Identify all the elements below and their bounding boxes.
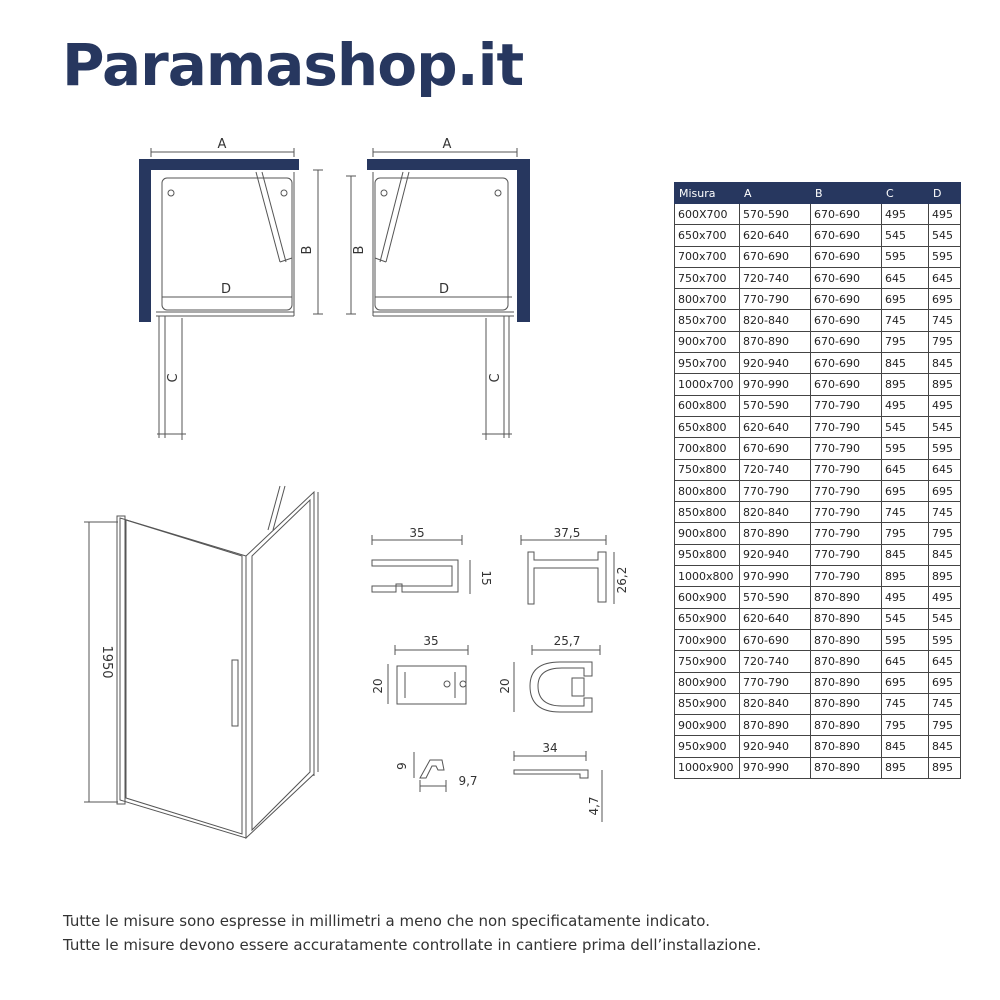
table-row: [675, 672, 961, 693]
table-row: [675, 246, 961, 267]
table-cell: 870-890: [740, 331, 811, 352]
plan-right-label-c: C: [488, 373, 503, 383]
table-cell: 845: [882, 736, 929, 757]
plan-right-label-a: A: [442, 137, 452, 152]
table-cell: 495: [929, 204, 961, 225]
plan-left-label-d: D: [220, 282, 232, 297]
table-row: [675, 416, 961, 437]
table-cell: 595: [882, 629, 929, 650]
table-cell: 770-790: [811, 480, 882, 501]
table-cell: 700x900: [675, 629, 740, 650]
table-cell: 770-790: [811, 459, 882, 480]
table-cell: 645: [882, 267, 929, 288]
plan-right-label-d: D: [438, 282, 450, 297]
table-cell: 970-990: [740, 757, 811, 778]
table-row: [675, 204, 961, 225]
header-c: C: [882, 183, 929, 204]
table-cell: 970-990: [740, 566, 811, 587]
table-cell: 695: [882, 480, 929, 501]
table-cell: 900x900: [675, 715, 740, 736]
header-misura: Misura: [675, 183, 740, 204]
table-cell: 720-740: [740, 267, 811, 288]
table-cell: 670-690: [811, 267, 882, 288]
table-cell: 870-890: [740, 523, 811, 544]
table-cell: 845: [882, 353, 929, 374]
profile-6-height: 4,7: [587, 796, 601, 816]
table-cell: 870-890: [811, 736, 882, 757]
table-cell: 870-890: [811, 693, 882, 714]
table-cell: 870-890: [740, 715, 811, 736]
table-row: [675, 225, 961, 246]
table-row: [675, 587, 961, 608]
table-cell: 800x700: [675, 289, 740, 310]
wall-top: [139, 159, 299, 170]
table-row: [675, 289, 961, 310]
table-cell: 750x800: [675, 459, 740, 480]
table-cell: 845: [929, 353, 961, 374]
profile-3-height: 20: [371, 678, 385, 694]
table-cell: 595: [929, 629, 961, 650]
table-cell: 770-790: [811, 544, 882, 565]
table-cell: 720-740: [740, 651, 811, 672]
profile-5: [414, 752, 446, 792]
table-cell: 650x900: [675, 608, 740, 629]
table-cell: 820-840: [740, 502, 811, 523]
table-cell: 770-790: [811, 523, 882, 544]
table-cell: 670-690: [811, 204, 882, 225]
table-cell: 570-590: [740, 395, 811, 416]
table-row: [675, 459, 961, 480]
table-cell: 650x700: [675, 225, 740, 246]
brand-logo: Paramashop.it: [62, 31, 524, 99]
table-cell: 670-690: [811, 225, 882, 246]
table-cell: 695: [929, 672, 961, 693]
note-line-1: Tutte le misure sono espresse in millimetri a meno che non specificatamente indicato.: [63, 912, 710, 930]
table-cell: 745: [882, 310, 929, 331]
profile-4-width: 25,7: [553, 634, 581, 648]
table-cell: 845: [929, 544, 961, 565]
table-cell: 595: [882, 246, 929, 267]
plan-left-label-a: A: [217, 137, 227, 152]
table-cell: 795: [929, 331, 961, 352]
table-cell: 750x900: [675, 651, 740, 672]
table-cell: 795: [882, 331, 929, 352]
table-cell: 595: [929, 246, 961, 267]
table-cell: 895: [929, 757, 961, 778]
table-cell: 670-690: [740, 629, 811, 650]
table-cell: 870-890: [811, 629, 882, 650]
table-cell: 545: [929, 225, 961, 246]
table-cell: 620-640: [740, 416, 811, 437]
table-cell: 495: [882, 587, 929, 608]
table-cell: 870-890: [811, 651, 882, 672]
table-row: [675, 502, 961, 523]
table-cell: 870-890: [811, 672, 882, 693]
table-row: [675, 331, 961, 352]
table-cell: 895: [882, 566, 929, 587]
table-cell: 545: [882, 608, 929, 629]
table-cell: 545: [882, 416, 929, 437]
table-cell: 495: [882, 204, 929, 225]
table-cell: 870-890: [811, 608, 882, 629]
table-row: [675, 374, 961, 395]
profile-4-height: 20: [498, 678, 512, 694]
table-cell: 770-790: [811, 438, 882, 459]
table-cell: 600x800: [675, 395, 740, 416]
table-cell: 545: [882, 225, 929, 246]
table-row: [675, 629, 961, 650]
table-cell: 970-990: [740, 374, 811, 395]
table-cell: 670-690: [811, 331, 882, 352]
profile-1-width: 35: [409, 526, 425, 540]
table-cell: 770-790: [811, 566, 882, 587]
table-cell: 950x900: [675, 736, 740, 757]
table-cell: 595: [929, 438, 961, 459]
table-cell: 595: [882, 438, 929, 459]
table-cell: 645: [929, 267, 961, 288]
table-row: [675, 566, 961, 587]
table-cell: 670-690: [811, 374, 882, 395]
table-cell: 820-840: [740, 693, 811, 714]
profile-2-height: 26,2: [615, 566, 629, 594]
table-cell: 645: [882, 459, 929, 480]
plan-right-label-b: B: [352, 245, 367, 255]
note-line-2: Tutte le misure devono essere accuratamente controllate in cantiere prima dell’installazione.: [63, 936, 762, 954]
table-cell: 1000x800: [675, 566, 740, 587]
profile-2-width: 37,5: [553, 526, 581, 540]
table-cell: 795: [882, 523, 929, 544]
header-a: A: [740, 183, 811, 204]
header-d: D: [929, 183, 961, 204]
table-cell: 570-590: [740, 587, 811, 608]
table-row: [675, 395, 961, 416]
table-row: [675, 544, 961, 565]
table-cell: 670-690: [740, 438, 811, 459]
table-cell: 700x800: [675, 438, 740, 459]
table-cell: 950x700: [675, 353, 740, 374]
table-row: [675, 693, 961, 714]
table-row: [675, 438, 961, 459]
plan-left-label-b: B: [300, 245, 315, 255]
table-cell: 895: [882, 757, 929, 778]
profile-3: [388, 645, 468, 704]
table-cell: 820-840: [740, 310, 811, 331]
table-cell: 770-790: [740, 289, 811, 310]
table-row: [675, 651, 961, 672]
table-cell: 870-890: [811, 757, 882, 778]
table-cell: 645: [929, 651, 961, 672]
table-cell: 670-690: [811, 246, 882, 267]
table-cell: 745: [929, 310, 961, 331]
table-row: [675, 715, 961, 736]
table-cell: 720-740: [740, 459, 811, 480]
table-row: [675, 757, 961, 778]
table-cell: 895: [929, 374, 961, 395]
elevation-height-label: 1950: [99, 645, 114, 679]
table-cell: 620-640: [740, 225, 811, 246]
table-cell: 950x800: [675, 544, 740, 565]
table-cell: 1000x900: [675, 757, 740, 778]
size-table-body: [675, 204, 961, 779]
table-row: [675, 310, 961, 331]
header-b: B: [811, 183, 882, 204]
profile-1-height: 15: [479, 570, 493, 586]
table-cell: 770-790: [811, 416, 882, 437]
table-cell: 850x800: [675, 502, 740, 523]
table-cell: 745: [929, 502, 961, 523]
profile-5-height: 9: [395, 762, 409, 770]
table-cell: 795: [882, 715, 929, 736]
table-cell: 545: [929, 608, 961, 629]
table-cell: 845: [882, 544, 929, 565]
table-cell: 1000x700: [675, 374, 740, 395]
size-table-header: [675, 183, 961, 204]
table-cell: 850x900: [675, 693, 740, 714]
table-cell: 600x900: [675, 587, 740, 608]
table-cell: 920-940: [740, 544, 811, 565]
table-cell: 495: [929, 395, 961, 416]
table-cell: 795: [929, 715, 961, 736]
table-cell: 745: [882, 502, 929, 523]
plan-left-label-c: C: [166, 373, 181, 383]
table-cell: 920-940: [740, 353, 811, 374]
table-cell: 670-690: [811, 310, 882, 331]
table-cell: 695: [882, 672, 929, 693]
table-cell: 750x700: [675, 267, 740, 288]
table-cell: 695: [882, 289, 929, 310]
profile-2: [521, 535, 614, 604]
table-cell: 700x700: [675, 246, 740, 267]
table-cell: 745: [929, 693, 961, 714]
table-cell: 770-790: [740, 672, 811, 693]
table-cell: 495: [929, 587, 961, 608]
table-cell: 800x800: [675, 480, 740, 501]
profile-5-width: 9,7: [458, 774, 478, 788]
table-cell: 670-690: [811, 289, 882, 310]
table-cell: 695: [929, 289, 961, 310]
table-cell: 600X700: [675, 204, 740, 225]
table-cell: 645: [929, 459, 961, 480]
table-row: [675, 523, 961, 544]
table-row: [675, 736, 961, 757]
table-cell: 645: [882, 651, 929, 672]
table-cell: 695: [929, 480, 961, 501]
profile-1: [372, 535, 470, 594]
table-cell: 570-590: [740, 204, 811, 225]
profile-3-width: 35: [423, 634, 439, 648]
table-cell: 545: [929, 416, 961, 437]
profile-4: [514, 645, 600, 712]
table-cell: 900x700: [675, 331, 740, 352]
wall-left: [139, 159, 151, 322]
table-cell: 670-690: [811, 353, 882, 374]
table-cell: 900x800: [675, 523, 740, 544]
table-cell: 770-790: [740, 480, 811, 501]
table-cell: 870-890: [811, 715, 882, 736]
table-cell: 745: [882, 693, 929, 714]
table-cell: 670-690: [740, 246, 811, 267]
table-cell: 800x900: [675, 672, 740, 693]
table-cell: 770-790: [811, 395, 882, 416]
table-cell: 870-890: [811, 587, 882, 608]
table-cell: 850x700: [675, 310, 740, 331]
table-row: [675, 267, 961, 288]
table-cell: 895: [929, 566, 961, 587]
table-cell: 795: [929, 523, 961, 544]
table-cell: 920-940: [740, 736, 811, 757]
table-cell: 620-640: [740, 608, 811, 629]
size-table: [674, 182, 961, 779]
table-row: [675, 608, 961, 629]
table-cell: 770-790: [811, 502, 882, 523]
table-cell: 845: [929, 736, 961, 757]
elevation-view: [84, 486, 318, 838]
profile-6-width: 34: [542, 741, 558, 755]
table-cell: 495: [882, 395, 929, 416]
table-row: [675, 353, 961, 374]
table-cell: 650x800: [675, 416, 740, 437]
table-row: [675, 480, 961, 501]
table-cell: 895: [882, 374, 929, 395]
